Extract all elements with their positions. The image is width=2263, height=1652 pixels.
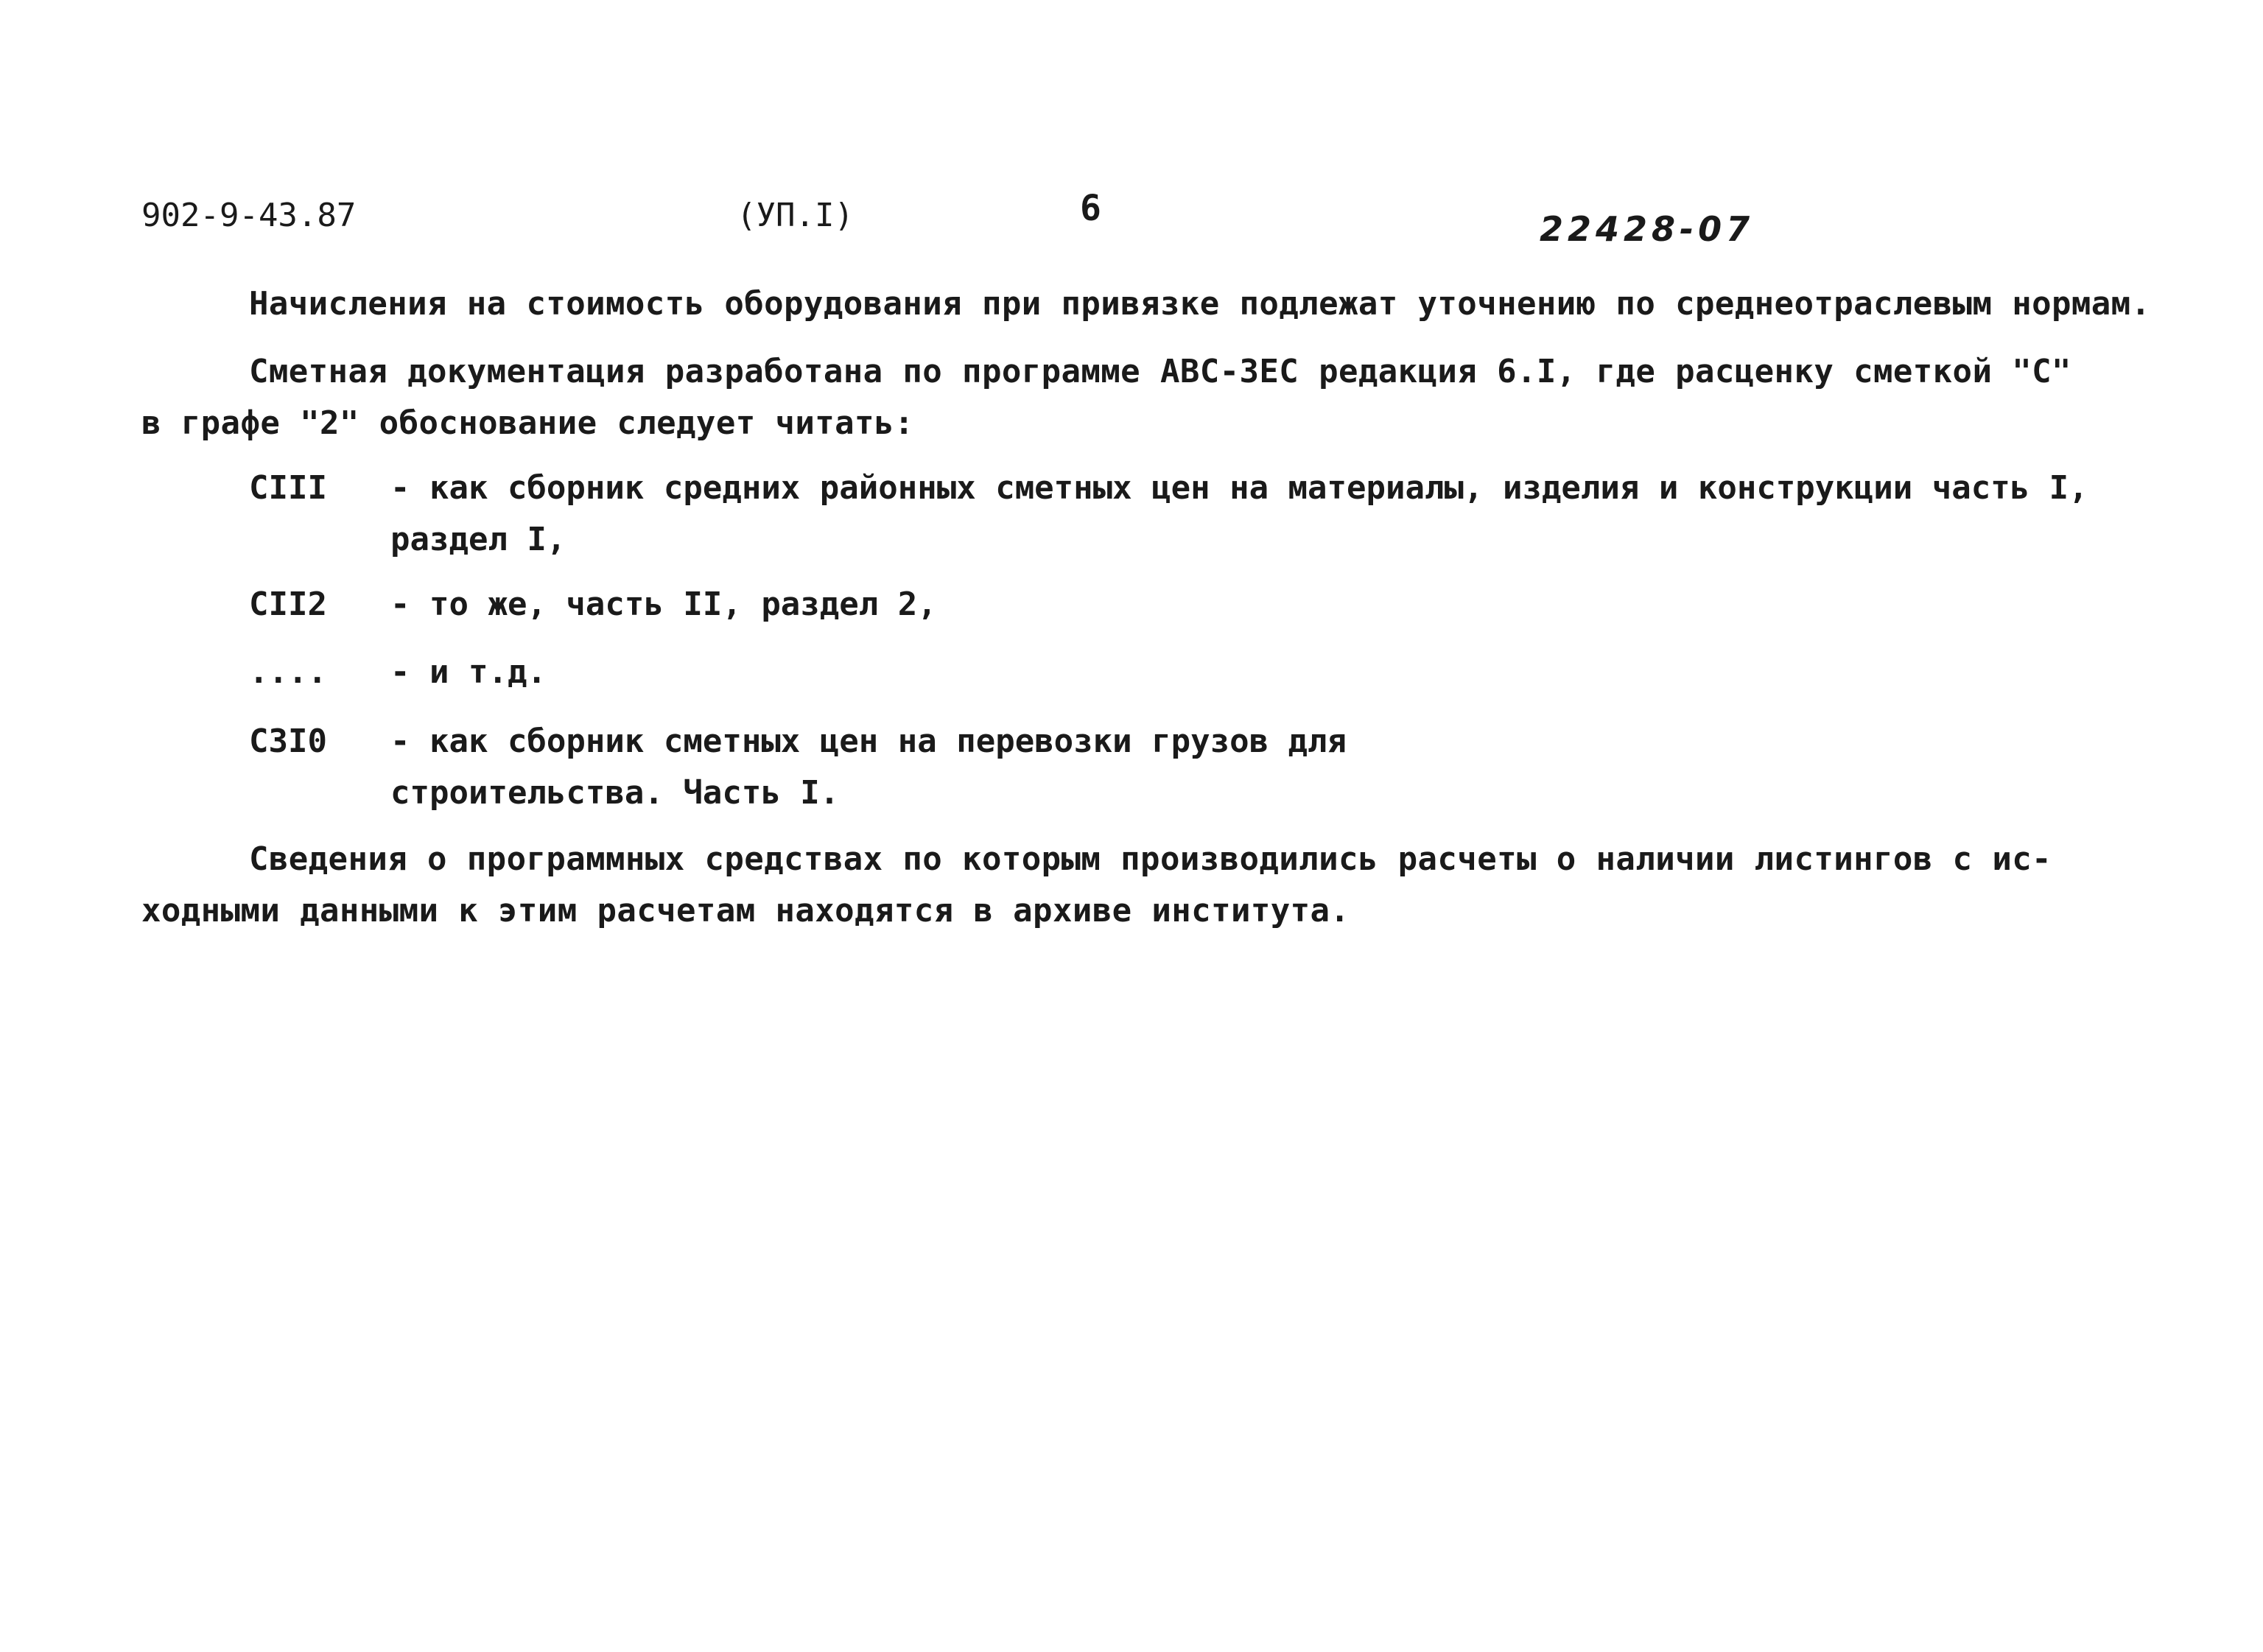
sheet-label: (УП.I): [737, 197, 854, 234]
list-item-code: C3I0: [249, 723, 327, 760]
list-item-text: - и т.д.: [390, 653, 547, 691]
list-item-code: CII2: [249, 586, 327, 623]
list-item-text: - как сборник средних районных сметных цен на материалы, изделия и конструкции часть I,: [390, 469, 2088, 507]
list-item-text: - то же, часть II, раздел 2,: [390, 586, 937, 623]
list-item-text-continued: строительства. Часть I.: [390, 774, 840, 812]
list-item-text: - как сборник сметных цен на перевозки грузов для: [390, 723, 1347, 760]
paragraph-software-line-2: ходными данными к этим расчетам находятся в архиве института.: [141, 892, 1350, 929]
document-code: 902-9-43.87: [141, 197, 357, 234]
list-item-code: ....: [249, 653, 327, 691]
paragraph-equipment-charges: Начисления на стоимость оборудования при привязке подлежат уточнению по среднеотраслевым нормам.: [249, 285, 2151, 323]
paragraph-estimate-line-2: в графе "2" обоснование следует читать:: [141, 404, 914, 442]
paragraph-software-line-1: Сведения о программных средствах по которым производились расчеты о наличии листингов с ис-: [249, 840, 2052, 878]
list-item-code: CIII: [249, 469, 327, 507]
paragraph-estimate-line-1: Сметная документация разработана по программе АВС-ЗЕС редакция 6.I, где расценку сметкой "С": [249, 353, 2071, 390]
handwritten-stamp-number: 22428-07: [1540, 209, 1755, 249]
list-item-text-continued: раздел I,: [390, 521, 566, 558]
page-number: 6: [1080, 188, 1101, 229]
